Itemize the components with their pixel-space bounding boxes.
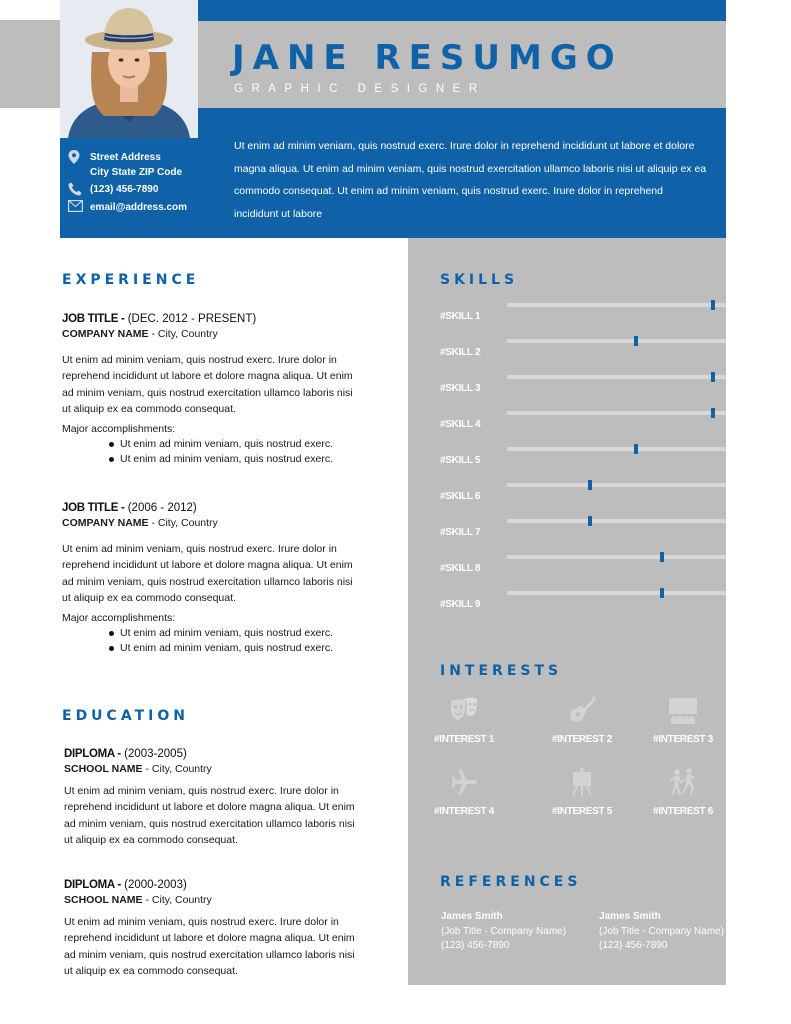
education-description: Ut enim ad minim veniam, quis nostrud exerc. Irure dolor in reprehend incididunt ut labore et dolore magna aliqua. Ut enim ad minim veniam, quis nostrud exercitation ullamco laboris nisi ut aliquip ex ea commodo consequat. — [64, 916, 355, 978]
interest-item — [633, 764, 733, 817]
skill-row — [440, 483, 726, 503]
skill-level-track — [507, 375, 726, 379]
header-top-blue-strip — [198, 0, 726, 21]
education-description: Ut enim ad minim veniam, quis nostrud exerc. Irure dolor in reprehend incididunt ut labore et dolore magna aliqua. Ut enim ad minim veniam, quis nostrud exercitation ullamco laboris nisi ut aliquip ex ea commodo consequat. — [64, 785, 355, 847]
job-dates: (DEC. 2012 - PRESENT) — [127, 313, 257, 325]
interests-heading: INTERESTS — [440, 663, 563, 679]
degree-line — [64, 878, 364, 893]
skill-level-track — [507, 411, 726, 415]
reference-phone: (123) 456-7890 — [599, 940, 668, 951]
school-line — [64, 893, 364, 908]
company-line — [62, 516, 362, 531]
interest-label: #INTEREST 4 — [433, 806, 495, 817]
company-line — [62, 327, 362, 342]
reference-2 — [599, 910, 739, 954]
skill-level-marker — [634, 444, 638, 454]
list-item: Ut enim ad minim veniam, quis nostrud exerc. — [108, 452, 362, 468]
skill-level-marker — [711, 408, 715, 418]
company-location: - City, Country — [151, 517, 218, 529]
job-description: Ut enim ad minim veniam, quis nostrud exerc. Irure dolor in reprehend incididunt ut labore et dolore magna aliqua. Ut enim ad minim veniam, quis nostrud exercitation ullamco laboris nisi ut aliquip ex ea commodo consequat. — [62, 354, 353, 416]
skill-level-track — [507, 591, 726, 595]
interest-label: #INTEREST 2 — [551, 734, 613, 745]
skill-level-track — [507, 303, 726, 307]
contact-address — [68, 150, 200, 180]
skill-label: #SKILL 6 — [440, 491, 481, 502]
reference-role: (Job Title - Company Name) — [441, 925, 567, 937]
interest-item — [633, 692, 733, 745]
skill-label: #SKILL 5 — [440, 455, 481, 466]
experience-heading: EXPERIENCE — [62, 272, 200, 288]
skill-row — [440, 303, 726, 323]
interest-label: #INTEREST 5 — [551, 806, 613, 817]
accomplishments-list — [108, 437, 362, 468]
interest-item — [414, 692, 514, 745]
job-title: JOB TITLE - — [62, 502, 125, 514]
profile-photo-illustration — [60, 0, 198, 138]
envelope-icon — [68, 200, 90, 216]
reference-name: James Smith — [599, 911, 661, 922]
guitar-icon — [532, 692, 632, 728]
interest-label: #INTEREST 3 — [652, 734, 714, 745]
job-title-line — [62, 312, 362, 327]
accomplishments-label: Major accomplishments: — [62, 422, 176, 435]
profile-summary: Ut enim ad minim veniam, quis nostrud exerc. Irure dolor in reprehend incididunt ut labore et dolore magna aliqua. Ut enim ad minim veniam, quis nostrud exercitation ullamco laboris nisi ut aliquip ex ea commodo consequat. Ut enim ad minim veniam, quis nostrud exerc. Irure dolor in reprehend incididunt ut labore — [234, 140, 707, 220]
school-location: - City, Country — [145, 763, 212, 775]
company-name: COMPANY NAME — [62, 328, 149, 340]
header-right-margin — [726, 20, 791, 108]
skill-level-marker — [660, 588, 664, 598]
reference-role: (Job Title - Company Name) — [599, 925, 725, 937]
skill-row — [440, 339, 726, 359]
skill-row — [440, 411, 726, 431]
accomplishments-label: Major accomplishments: — [62, 611, 176, 624]
job-description: Ut enim ad minim veniam, quis nostrud exerc. Irure dolor in reprehend incididunt ut labore et dolore magna aliqua. Ut enim ad minim veniam, quis nostrud exercitation ullamco laboris nisi ut aliquip ex ea commodo consequat. — [62, 543, 353, 605]
degree-title: DIPLOMA - — [64, 748, 121, 760]
contact-address-line1: Street Address — [90, 152, 161, 163]
education-entry-2 — [64, 878, 364, 980]
skill-level-marker — [711, 300, 715, 310]
education-heading: EDUCATION — [62, 708, 189, 724]
easel-icon — [532, 764, 632, 800]
contact-email — [68, 200, 200, 216]
company-name: COMPANY NAME — [62, 517, 149, 529]
job-title: JOB TITLE - — [62, 313, 125, 325]
degree-dates: (2003-2005) — [124, 748, 187, 760]
school-location: - City, Country — [145, 894, 212, 906]
skill-level-marker — [660, 552, 664, 562]
job-title-line — [62, 501, 362, 516]
school-line — [64, 762, 364, 777]
degree-line — [64, 747, 364, 762]
reference-1 — [441, 910, 581, 954]
interest-label: #INTEREST 6 — [652, 806, 714, 817]
skill-row — [440, 519, 726, 539]
interest-item — [414, 764, 514, 817]
experience-entry-2 — [62, 501, 362, 657]
map-pin-icon — [68, 150, 90, 166]
contact-phone-text: (123) 456-7890 — [90, 184, 159, 195]
skill-label: #SKILL 3 — [440, 383, 481, 394]
job-dates: (2006 - 2012) — [127, 502, 197, 514]
interest-label: #INTEREST 1 — [433, 734, 495, 745]
references-heading: REFERENCES — [440, 874, 582, 890]
skill-label: #SKILL 4 — [440, 419, 481, 430]
company-location: - City, Country — [151, 328, 218, 340]
interest-item — [532, 764, 632, 817]
dancing-icon — [633, 764, 733, 800]
theater-masks-icon — [414, 692, 514, 728]
skill-label: #SKILL 7 — [440, 527, 481, 538]
degree-dates: (2000-2003) — [124, 879, 187, 891]
skill-row — [440, 555, 726, 575]
reference-name: James Smith — [441, 911, 503, 922]
cinema-icon — [633, 692, 733, 728]
skill-row — [440, 591, 726, 611]
skill-row — [440, 447, 726, 467]
skill-level-marker — [634, 336, 638, 346]
list-item: Ut enim ad minim veniam, quis nostrud exerc. — [108, 641, 362, 657]
skill-level-marker — [588, 516, 592, 526]
school-name: SCHOOL NAME — [64, 763, 143, 775]
contact-address-text — [90, 150, 182, 180]
list-item: Ut enim ad minim veniam, quis nostrud exerc. — [108, 437, 362, 453]
list-item: Ut enim ad minim veniam, quis nostrud exerc. — [108, 626, 362, 642]
experience-entry-1 — [62, 312, 362, 468]
skill-level-track — [507, 519, 726, 523]
airplane-icon — [414, 764, 514, 800]
skill-label: #SKILL 9 — [440, 599, 481, 610]
contact-address-line2: City State ZIP Code — [90, 167, 183, 178]
skill-label: #SKILL 1 — [440, 311, 481, 322]
skill-level-marker — [588, 480, 592, 490]
interest-item — [532, 692, 632, 745]
phone-icon — [68, 182, 90, 198]
skill-level-track — [507, 483, 726, 487]
candidate-title: GRAPHIC DESIGNER — [234, 83, 486, 95]
school-name: SCHOOL NAME — [64, 894, 143, 906]
contact-email-text[interactable]: email@address.com — [90, 202, 188, 213]
candidate-name: JANE RESUMGO — [232, 38, 623, 78]
skill-level-marker — [711, 372, 715, 382]
profile-photo — [60, 0, 198, 138]
skill-label: #SKILL 2 — [440, 347, 481, 358]
skill-level-track — [507, 555, 726, 559]
accomplishments-list — [108, 626, 362, 657]
skill-label: #SKILL 8 — [440, 563, 481, 574]
education-entry-1 — [64, 747, 364, 849]
skill-level-track — [507, 447, 726, 451]
reference-phone: (123) 456-7890 — [441, 940, 510, 951]
contact-phone — [68, 182, 200, 198]
contact-block — [68, 150, 200, 218]
skills-heading: SKILLS — [440, 272, 519, 288]
skill-row — [440, 375, 726, 395]
skill-level-track — [507, 339, 726, 343]
degree-title: DIPLOMA - — [64, 879, 121, 891]
